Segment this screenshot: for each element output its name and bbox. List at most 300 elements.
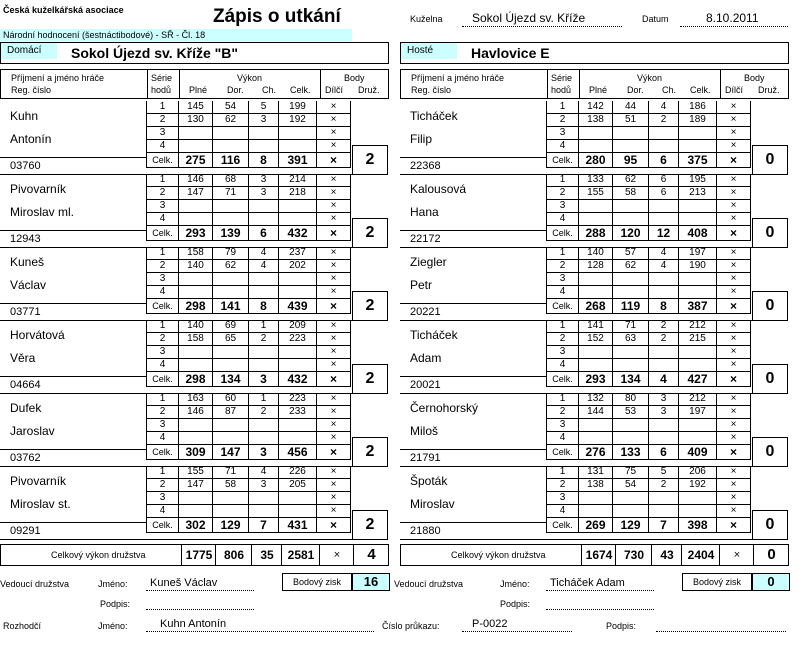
- cross-mark: ×: [717, 346, 751, 359]
- cross-mark: ×: [717, 260, 751, 273]
- series-value: [649, 286, 679, 299]
- card-label: Číslo průkazu:: [382, 621, 440, 631]
- away-player-row: [400, 320, 752, 394]
- player-series-table: [546, 101, 751, 168]
- series-value: [679, 213, 717, 226]
- association-name: Česká kuželkářská asociace: [3, 5, 124, 15]
- series-value: 141: [579, 320, 613, 333]
- player-series-table: [146, 320, 351, 387]
- series-value: [613, 359, 649, 372]
- reg-col-label: Reg. číslo: [411, 85, 452, 95]
- player-total-value: 6: [649, 445, 679, 460]
- series-value: 132: [579, 393, 613, 406]
- player-series-table: [146, 101, 351, 168]
- player-total-value: 134: [213, 372, 249, 387]
- cross-mark: ×: [317, 492, 351, 505]
- series-value: 57: [613, 247, 649, 260]
- series-number: 3: [147, 273, 179, 286]
- home-team-box: [0, 42, 389, 64]
- player-surname: Pivovarník: [10, 182, 67, 196]
- series-value: [213, 419, 249, 432]
- series-number: 1: [147, 466, 179, 479]
- player-surname: Ticháček: [410, 328, 458, 342]
- player-surname: Dufek: [10, 401, 42, 415]
- player-firstname: Antonín: [10, 132, 52, 146]
- home-total-plne: 1775: [181, 545, 216, 565]
- series-value: 1: [249, 320, 279, 333]
- player-surname: Ziegler: [410, 255, 447, 269]
- player-reg-number: 09291: [10, 525, 41, 537]
- series-value: 147: [179, 479, 213, 492]
- series-number: 2: [547, 187, 579, 200]
- series-value: 79: [213, 247, 249, 260]
- series-value: 223: [279, 393, 317, 406]
- cross-mark: ×: [317, 187, 351, 200]
- series-value: [249, 505, 279, 518]
- series-value: [279, 359, 317, 372]
- away-team-name: Havlovice E: [471, 45, 550, 61]
- player-total-value: 7: [249, 518, 279, 533]
- series-value: [179, 432, 213, 445]
- player-firstname: Miloš: [410, 424, 439, 438]
- series-value: 163: [179, 393, 213, 406]
- series-number: 2: [147, 333, 179, 346]
- series-value: [213, 492, 249, 505]
- card-number: P-0022: [472, 618, 508, 630]
- cross-mark: ×: [317, 174, 351, 187]
- series-number: 4: [147, 505, 179, 518]
- cross-mark: ×: [317, 518, 351, 533]
- series-value: [279, 432, 317, 445]
- referee-label: Rozhodčí: [3, 621, 42, 631]
- player-firstname: Hana: [410, 205, 439, 219]
- player-total-value: 427: [679, 372, 717, 387]
- cross-mark: ×: [717, 406, 751, 419]
- cross-mark: ×: [317, 406, 351, 419]
- player-reg-number: 21791: [410, 452, 441, 464]
- series-number: 1: [547, 247, 579, 260]
- cross-mark: ×: [717, 359, 751, 372]
- cross-mark: ×: [717, 432, 751, 445]
- celk-label: Celk.: [290, 85, 311, 95]
- series-value: [649, 359, 679, 372]
- series-number: 1: [147, 174, 179, 187]
- series-value: 75: [613, 466, 649, 479]
- series-value: 4: [649, 260, 679, 273]
- series-number: 2: [147, 479, 179, 492]
- series-value: [613, 273, 649, 286]
- series-value: 6: [649, 174, 679, 187]
- series-value: 3: [249, 479, 279, 492]
- plne-label: Plné: [589, 85, 608, 95]
- series-number: 3: [147, 492, 179, 505]
- series-value: 223: [279, 333, 317, 346]
- series-value: 147: [179, 187, 213, 200]
- series-value: 144: [579, 406, 613, 419]
- cross-mark: ×: [317, 273, 351, 286]
- player-total-value: 129: [613, 518, 649, 533]
- player-total-value: 269: [579, 518, 613, 533]
- series-value: 214: [279, 174, 317, 187]
- series-value: 62: [213, 114, 249, 127]
- series-value: 4: [249, 260, 279, 273]
- series-value: 128: [579, 260, 613, 273]
- player-total-value: 456: [279, 445, 317, 460]
- series-value: [249, 273, 279, 286]
- total-row-label: Celk.: [147, 518, 179, 533]
- player-total-value: 375: [679, 153, 717, 168]
- home-leader-label: Vedoucí družstva: [0, 579, 70, 589]
- cross-mark: ×: [717, 286, 751, 299]
- series-value: [679, 127, 717, 140]
- series-value: [679, 359, 717, 372]
- home-player-row: [0, 247, 352, 321]
- player-total-value: 309: [179, 445, 213, 460]
- away-total-plne: 1674: [581, 545, 616, 565]
- series-value: 5: [649, 466, 679, 479]
- series-value: [249, 286, 279, 299]
- series-value: 5: [249, 101, 279, 114]
- home-player-row: [0, 101, 352, 175]
- player-total-value: 134: [613, 372, 649, 387]
- series-number: 4: [547, 140, 579, 153]
- player-total-value: 3: [249, 372, 279, 387]
- series-value: 58: [213, 479, 249, 492]
- series-number: 2: [147, 406, 179, 419]
- form-subtitle: Národní hodnocení (šestnáctibodové) - SŘ - Čl. 18: [0, 29, 352, 41]
- series-number: 3: [547, 200, 579, 213]
- series-value: 62: [613, 260, 649, 273]
- player-surname: Kuneš: [10, 255, 45, 269]
- series-number: 4: [147, 286, 179, 299]
- away-leader-label: Vedoucí družstva: [394, 579, 464, 589]
- player-total-value: 133: [613, 445, 649, 460]
- series-number: 2: [547, 479, 579, 492]
- away-label: Hosté: [401, 43, 457, 59]
- player-total-value: 139: [213, 226, 249, 241]
- player-total-value: 298: [179, 299, 213, 314]
- series-number: 4: [147, 140, 179, 153]
- cross-mark: ×: [317, 153, 351, 168]
- series-value: [613, 140, 649, 153]
- series-number: 1: [547, 393, 579, 406]
- series-number: 1: [547, 320, 579, 333]
- series-value: [249, 140, 279, 153]
- away-total-ch: 43: [651, 545, 682, 565]
- series-value: 152: [579, 333, 613, 346]
- series-value: [249, 432, 279, 445]
- player-firstname: Miroslav ml.: [10, 205, 75, 219]
- cross-mark: ×: [717, 518, 751, 533]
- player-total-value: 293: [579, 372, 613, 387]
- cross-mark: ×: [717, 299, 751, 314]
- series-value: 4: [249, 247, 279, 260]
- series-value: [213, 273, 249, 286]
- away-player-row: [400, 466, 752, 540]
- series-value: 6: [649, 187, 679, 200]
- series-value: 155: [579, 187, 613, 200]
- series-number: 2: [547, 333, 579, 346]
- series-value: 69: [213, 320, 249, 333]
- series-value: 3: [249, 174, 279, 187]
- home-label: Domácí: [1, 43, 57, 59]
- home-player-row: [0, 393, 352, 467]
- series-value: [679, 286, 717, 299]
- series-value: 206: [679, 466, 717, 479]
- player-total-value: 408: [679, 226, 717, 241]
- cross-mark: ×: [717, 372, 751, 387]
- player-total-value: 129: [213, 518, 249, 533]
- home-total-dor: 806: [215, 545, 252, 565]
- series-number: 1: [147, 393, 179, 406]
- player-team-points: 2: [352, 437, 388, 467]
- series-value: 2: [649, 114, 679, 127]
- series-value: 195: [679, 174, 717, 187]
- series-number: 4: [547, 359, 579, 372]
- cross-mark: ×: [317, 200, 351, 213]
- home-podpis-label: Podpis:: [100, 599, 131, 609]
- series-value: 131: [579, 466, 613, 479]
- home-total-ch: 35: [251, 545, 282, 565]
- player-firstname: Václav: [10, 278, 47, 292]
- series-value: [579, 286, 613, 299]
- away-total-points: 0: [753, 545, 789, 565]
- player-reg-number: 20221: [410, 306, 441, 318]
- series-number: 1: [547, 174, 579, 187]
- series-value: 158: [179, 333, 213, 346]
- referee-jmeno-label: Jméno:: [98, 621, 128, 631]
- series-number: 2: [147, 260, 179, 273]
- series-value: 51: [613, 114, 649, 127]
- series-value: 133: [579, 174, 613, 187]
- cross-mark: ×: [317, 226, 351, 241]
- series-number: 1: [147, 101, 179, 114]
- cross-mark: ×: [319, 545, 354, 565]
- series-value: 62: [613, 174, 649, 187]
- druz-label: Druž.: [358, 85, 380, 95]
- series-value: [613, 492, 649, 505]
- series-value: [579, 140, 613, 153]
- cross-mark: ×: [717, 226, 751, 241]
- series-value: [579, 359, 613, 372]
- venue-value: Sokol Újezd sv. Kříže: [472, 11, 586, 25]
- series-value: 226: [279, 466, 317, 479]
- player-series-table: [546, 320, 751, 387]
- cross-mark: ×: [717, 247, 751, 260]
- series-value: [679, 432, 717, 445]
- series-value: [649, 127, 679, 140]
- cross-mark: ×: [317, 127, 351, 140]
- player-total-value: 268: [579, 299, 613, 314]
- player-total-value: 3: [249, 445, 279, 460]
- series-value: 197: [679, 247, 717, 260]
- cross-mark: ×: [317, 479, 351, 492]
- player-team-points: 0: [752, 364, 788, 394]
- series-value: 3: [249, 114, 279, 127]
- plne-label: Plné: [189, 85, 208, 95]
- cross-mark: ×: [717, 505, 751, 518]
- series-value: 130: [179, 114, 213, 127]
- series-value: [249, 419, 279, 432]
- series-value: 44: [613, 101, 649, 114]
- total-row-label: Celk.: [547, 299, 579, 314]
- player-total-value: 398: [679, 518, 717, 533]
- series-value: 68: [213, 174, 249, 187]
- series-value: 197: [679, 406, 717, 419]
- away-bodovy-zisk-label: Bodový zisk: [682, 573, 752, 591]
- series-value: 215: [679, 333, 717, 346]
- series-value: 213: [679, 187, 717, 200]
- home-player-row: [0, 174, 352, 248]
- series-value: 53: [613, 406, 649, 419]
- total-row-label: Celk.: [547, 445, 579, 460]
- cross-mark: ×: [317, 101, 351, 114]
- away-player-row: [400, 101, 752, 175]
- series-value: 60: [213, 393, 249, 406]
- series-value: [279, 127, 317, 140]
- series-value: 158: [179, 247, 213, 260]
- total-row-label: Celk.: [147, 226, 179, 241]
- player-reg-number: 03771: [10, 306, 41, 318]
- series-value: [279, 213, 317, 226]
- total-row-label: Celk.: [147, 445, 179, 460]
- series-value: [249, 213, 279, 226]
- player-total-value: 6: [249, 226, 279, 241]
- player-total-value: 431: [279, 518, 317, 533]
- series-value: 145: [179, 101, 213, 114]
- player-firstname: Miroslav st.: [10, 497, 71, 511]
- page-title: Zápis o utkání: [213, 6, 341, 27]
- series-value: [213, 213, 249, 226]
- series-value: 54: [613, 479, 649, 492]
- series-value: [649, 419, 679, 432]
- away-podpis-label: Podpis:: [500, 599, 531, 609]
- series-value: [679, 273, 717, 286]
- series-value: 71: [613, 320, 649, 333]
- series-value: [649, 346, 679, 359]
- series-value: [179, 419, 213, 432]
- player-firstname: Adam: [410, 351, 442, 365]
- home-bodovy-zisk-value: 16: [352, 573, 390, 591]
- ch-label: Ch.: [262, 85, 277, 95]
- team-total-label: Celkový výkon družstva: [51, 550, 146, 560]
- series-value: 199: [279, 101, 317, 114]
- series-number: 2: [547, 114, 579, 127]
- series-value: [213, 286, 249, 299]
- player-team-points: 0: [752, 218, 788, 248]
- player-total-value: 119: [613, 299, 649, 314]
- series-value: [179, 346, 213, 359]
- cross-mark: ×: [317, 372, 351, 387]
- player-total-value: 280: [579, 153, 613, 168]
- series-value: [179, 273, 213, 286]
- series-value: 140: [179, 320, 213, 333]
- series-value: 54: [213, 101, 249, 114]
- performance-label: Výkon: [237, 73, 263, 83]
- series-value: [213, 505, 249, 518]
- away-players: [400, 101, 790, 541]
- player-total-value: 302: [179, 518, 213, 533]
- player-total-value: 95: [613, 153, 649, 168]
- series-value: [213, 140, 249, 153]
- cross-mark: ×: [717, 140, 751, 153]
- series-value: [279, 200, 317, 213]
- performance-label: Výkon: [637, 73, 663, 83]
- series-number: 3: [147, 127, 179, 140]
- series-number: 2: [147, 187, 179, 200]
- series-label-2: hodů: [551, 85, 572, 95]
- series-value: 4: [249, 466, 279, 479]
- series-value: [579, 346, 613, 359]
- series-value: [179, 140, 213, 153]
- name-col-label: Příjmení a jméno hráče: [411, 73, 505, 83]
- series-value: 212: [679, 393, 717, 406]
- cross-mark: ×: [717, 200, 751, 213]
- celk-label: Celk.: [690, 85, 711, 95]
- cross-mark: ×: [317, 333, 351, 346]
- player-series-table: [146, 393, 351, 460]
- away-jmeno-label: Jméno:: [500, 579, 530, 589]
- series-value: 2: [649, 320, 679, 333]
- series-number: 3: [547, 419, 579, 432]
- total-row-label: Celk.: [147, 153, 179, 168]
- series-value: 58: [613, 187, 649, 200]
- series-value: [279, 140, 317, 153]
- name-col-label: Příjmení a jméno hráče: [11, 73, 105, 83]
- series-number: 3: [147, 419, 179, 432]
- series-value: [179, 492, 213, 505]
- series-value: 146: [179, 406, 213, 419]
- series-number: 1: [147, 320, 179, 333]
- player-reg-number: 12943: [10, 233, 41, 245]
- player-total-value: 276: [579, 445, 613, 460]
- player-total-value: 409: [679, 445, 717, 460]
- player-total-value: 4: [649, 372, 679, 387]
- date-label: Datum: [642, 14, 669, 24]
- cross-mark: ×: [717, 479, 751, 492]
- series-value: [179, 127, 213, 140]
- series-number: 4: [547, 286, 579, 299]
- cross-mark: ×: [317, 346, 351, 359]
- cross-mark: ×: [317, 286, 351, 299]
- series-value: [649, 273, 679, 286]
- cross-mark: ×: [717, 393, 751, 406]
- player-total-value: 298: [179, 372, 213, 387]
- player-total-value: 439: [279, 299, 317, 314]
- series-value: [579, 432, 613, 445]
- series-number: 3: [547, 346, 579, 359]
- player-reg-number: 22368: [410, 160, 441, 172]
- series-value: 2: [249, 406, 279, 419]
- series-value: [649, 432, 679, 445]
- player-surname: Ticháček: [410, 109, 458, 123]
- away-total-celk: 2404: [681, 545, 720, 565]
- series-value: 192: [679, 479, 717, 492]
- series-value: 2: [649, 479, 679, 492]
- series-value: [649, 140, 679, 153]
- series-value: [279, 419, 317, 432]
- cross-mark: ×: [717, 320, 751, 333]
- away-player-row: [400, 174, 752, 248]
- player-team-points: 2: [352, 510, 388, 540]
- home-bodovy-zisk-label: Bodový zisk: [282, 573, 352, 591]
- series-value: [613, 286, 649, 299]
- series-value: 233: [279, 406, 317, 419]
- cross-mark: ×: [717, 187, 751, 200]
- cross-mark: ×: [717, 153, 751, 168]
- player-team-points: 0: [752, 437, 788, 467]
- player-surname: Kuhn: [10, 109, 39, 123]
